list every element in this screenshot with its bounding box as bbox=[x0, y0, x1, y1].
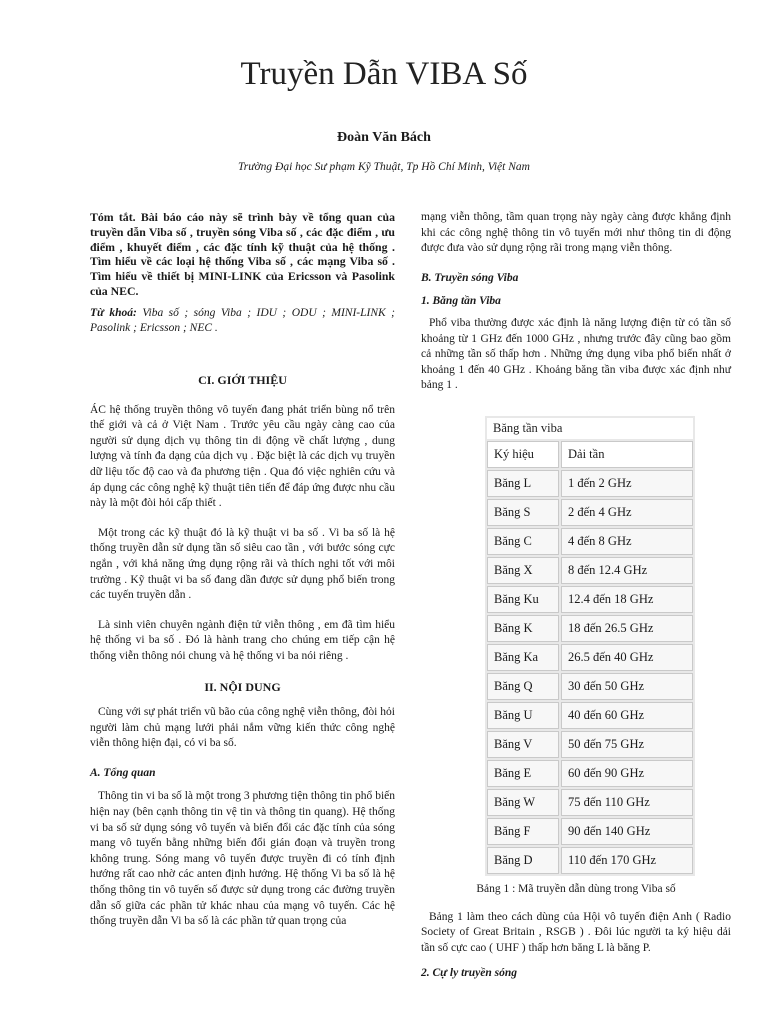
band-range-cell: 8 đến 12.4 GHz bbox=[561, 557, 693, 584]
band-symbol-cell: Băng Ka bbox=[487, 644, 559, 671]
abstract: Tóm tắt. Bài báo cáo này sẽ trình bày về tổng quan của truyền dẫn Viba số , truyền sóng Viba số , các đặc điểm , ưu điểm , khuyết điểm , các đặc tính kỹ thuật của hệ thống . Tìm hiểu về các loại hệ thống Viba số , các mạng Viba số . Tìm hiểu về thiết bị MINI-LINK của Ericsson và Pasolink của NEC. bbox=[90, 210, 395, 298]
band-symbol-cell: Băng Q bbox=[487, 673, 559, 700]
table-header-symbol: Ký hiệu bbox=[487, 441, 559, 468]
subsection-a-heading: A. Tổng quan bbox=[90, 766, 156, 779]
subsection-1-heading: 1. Băng tần Viba bbox=[421, 295, 501, 308]
band-range-cell: 50 đến 75 GHz bbox=[561, 731, 693, 758]
author-affiliation: Trường Đại học Sư phạm Kỹ Thuật, Tp Hồ Chí Minh, Việt Nam bbox=[238, 161, 530, 173]
author-name: Đoàn Văn Bách bbox=[337, 130, 431, 145]
table-caption-bottom: Bảng 1 : Mã truyền dẫn dùng trong Viba số bbox=[476, 882, 676, 895]
band-range-cell: 1 đến 2 GHz bbox=[561, 470, 693, 497]
band-symbol-cell: Băng X bbox=[487, 557, 559, 584]
table-header-range: Dải tần bbox=[561, 441, 693, 468]
section-1-heading: CI. GIỚI THIỆU bbox=[198, 372, 287, 387]
table-caption-row bbox=[487, 418, 693, 439]
right-column bbox=[421, 210, 731, 982]
band-range-cell: 110 đến 170 GHz bbox=[561, 847, 693, 874]
table-row bbox=[487, 818, 693, 845]
paper-title: Truyền Dẫn VIBA Số bbox=[240, 56, 528, 92]
band-range-cell: 60 đến 90 GHz bbox=[561, 760, 693, 787]
table-row bbox=[487, 731, 693, 758]
subsection-a-paragraph: Thông tin vi ba số là một trong 3 phương tiện thông tin phổ biến hiện nay (bên cạnh thông tin vệ tin và thông tin quang). Hệ thống vi ba số sử dụng sóng vô tuyến và biến đổi các đặc tính của sóng mang vô tuyến bằng những biến đổi gián đoạn và truyền trong không trung. Sóng mang vô tuyến được truyền đi có tính định hướng rất cao nhờ các anten định hướng. Hệ thống Vi ba số là hệ thống thông tin vô tuyến số được sử dụng trong các đường truyền dẫn số giữa các phần tử khác nhau của mạng vô tuyến. Các hệ thống truyền dẫn Vi ba số là các phần tử quan trọng của bbox=[90, 790, 395, 928]
keywords-text: Viba số ; sóng Viba ; IDU ; ODU ; MINI-LINK ; Pasolink ; Ericsson ; NEC . bbox=[90, 306, 396, 335]
band-symbol-cell: Băng D bbox=[487, 847, 559, 874]
table-row bbox=[487, 847, 693, 874]
table-row bbox=[487, 586, 693, 613]
band-symbol-cell: Băng K bbox=[487, 615, 559, 642]
right-paragraph-1: mạng viễn thông, tầm quan trọng này ngày càng được khẳng định khi các công nghệ thông tin vô tuyến mới như thông tin di động được đưa vào sử dụng rộng rãi trong mạng viễn thông. bbox=[421, 211, 731, 255]
table-row bbox=[487, 499, 693, 526]
band-range-cell: 40 đến 60 GHz bbox=[561, 702, 693, 729]
table-caption-top: Băng tần viba bbox=[487, 418, 693, 439]
table-row bbox=[487, 673, 693, 700]
band-symbol-cell: Băng V bbox=[487, 731, 559, 758]
table-row bbox=[487, 702, 693, 729]
band-symbol-cell: Băng L bbox=[487, 470, 559, 497]
band-symbol-cell: Băng W bbox=[487, 789, 559, 816]
band-range-cell: 2 đến 4 GHz bbox=[561, 499, 693, 526]
keywords-label: Từ khoá: bbox=[90, 306, 137, 319]
subsection-b-heading: B. Truyền sóng Viba bbox=[421, 271, 519, 284]
section-2-intro-text: Cùng với sự phát triển vũ bão của công nghệ viễn thông, đòi hỏi người làm chủ mạng lưới phải nắm vững kiến thức công nghệ viễn thông hiện đại, có vi ba số bbox=[90, 706, 395, 750]
section-2-intro-end: . bbox=[233, 737, 237, 750]
section-2-heading: II. NỘI DUNG bbox=[204, 680, 281, 695]
band-range-cell: 30 đến 50 GHz bbox=[561, 673, 693, 700]
band-symbol-cell: Băng Ku bbox=[487, 586, 559, 613]
band-symbol-cell: Băng S bbox=[487, 499, 559, 526]
band-range-cell: 90 đến 140 GHz bbox=[561, 818, 693, 845]
band-range-cell: 12.4 đến 18 GHz bbox=[561, 586, 693, 613]
keywords bbox=[90, 306, 395, 337]
right-paragraph-2: Phổ viba thường được xác định là năng lượng điện từ có tần số khoảng từ 1 GHz đến 1000 GHz , nhưng trước đây cũng bao gồm cả những tần số thấp hơn . Những ứng dụng viba phổ biến nhất ở khoảng 1 đến 40 GHz . Khoảng băng tần viba được xác định như bảng 1 . bbox=[421, 316, 731, 392]
table-row bbox=[487, 557, 693, 584]
right-paragraph-3: Bảng 1 làm theo cách dùng của Hội vô tuyến điện Anh ( Radio Society of Great Britain , RSGB ) . Đôi lúc người ta ký hiệu dải tần số cực cao ( UHF ) thấp hơn băng L là băng P. bbox=[421, 910, 731, 954]
band-symbol-cell: Băng U bbox=[487, 702, 559, 729]
section-1-paragraph-2: Một trong các kỹ thuật đó là kỹ thuật vi ba số . Vi ba số là hệ thống truyền dẫn sử dụng tần số siêu cao tần , với bước sóng cực ngắn , với khả năng ứng dụng rộng rãi và thích nghi tốt với môi trường . Kỹ thuật vi ba số đang dần được sử dụng phổ biến trong các tuyến truyền dẫn . bbox=[90, 526, 395, 602]
band-table bbox=[485, 416, 695, 876]
section-1-paragraph-1: ÁC hệ thống truyền thông vô tuyến đang phát triển bùng nổ trên thế giới và cả ở Việt Nam . Trước yêu cầu ngày càng cao của người sử dụng dịch vụ thông tin di động về chất lượng , dung lượng và tính đa dạng của dịch vụ . Đặc biệt là các dịch vụ truyền dữ liệu tốc độ cao và đa phương tiện . Qua đó việc nghiên cứu và áp dụng các công nghệ kỹ thuật tiên tiến để đáp ứng được nhu cầu này là một đòi hỏi cấp thiết . bbox=[90, 403, 395, 510]
band-range-cell: 18 đến 26.5 GHz bbox=[561, 615, 693, 642]
subsection-2-heading: 2. Cự ly truyền sóng bbox=[421, 967, 518, 980]
band-symbol-cell: Băng F bbox=[487, 818, 559, 845]
left-column bbox=[90, 210, 395, 930]
band-table-figure bbox=[485, 416, 695, 876]
section-2-intro bbox=[90, 705, 395, 752]
table-row bbox=[487, 528, 693, 555]
band-symbol-cell: Băng C bbox=[487, 528, 559, 555]
table-row bbox=[487, 789, 693, 816]
table-row bbox=[487, 470, 693, 497]
section-1-paragraph-3: Là sinh viên chuyên ngành điện tử viễn thông , em đã tìm hiểu hệ thống vi ba số . Đó là hành trang cho chúng em tiếp cận hệ thống viễn thông nói chung và hệ thống vi ba nói riêng . bbox=[90, 618, 395, 662]
table-row bbox=[487, 760, 693, 787]
table-row bbox=[487, 615, 693, 642]
band-symbol-cell: Băng E bbox=[487, 760, 559, 787]
band-range-cell: 4 đến 8 GHz bbox=[561, 528, 693, 555]
table-row bbox=[487, 644, 693, 671]
band-range-cell: 26.5 đến 40 GHz bbox=[561, 644, 693, 671]
table-header-row bbox=[487, 441, 693, 468]
band-range-cell: 75 đến 110 GHz bbox=[561, 789, 693, 816]
